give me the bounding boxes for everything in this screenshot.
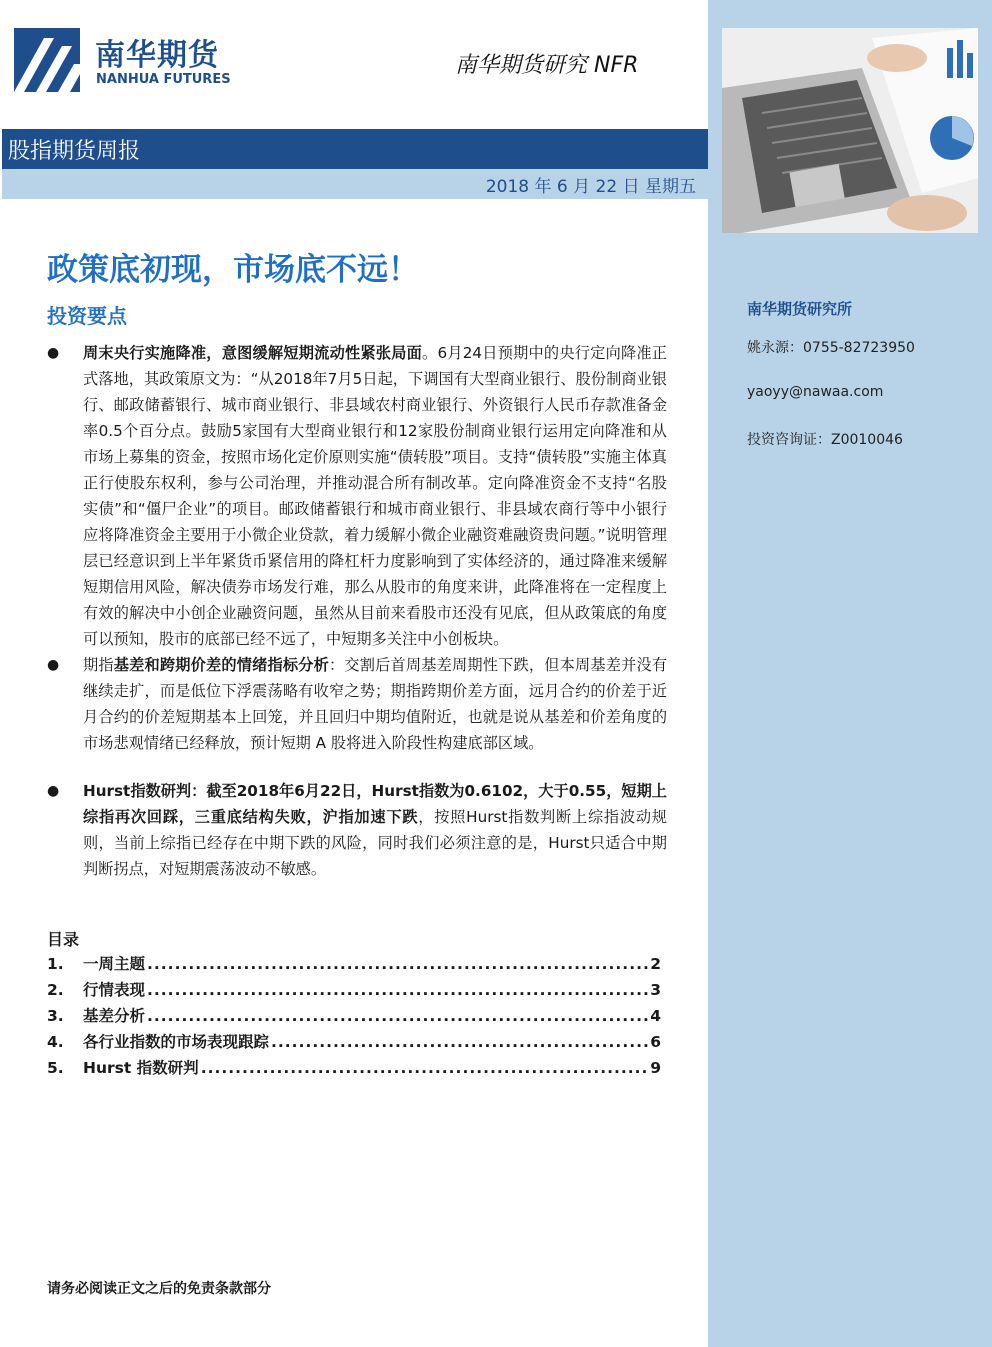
toc-item[interactable] <box>47 952 661 978</box>
toc-num: 3. <box>47 1007 64 1025</box>
analyst-email[interactable]: yaoyy@nawaa.com <box>747 384 884 400</box>
toc-num: 1. <box>47 955 64 973</box>
toc-page: 4 <box>650 1007 661 1025</box>
toc-page: 6 <box>650 1033 661 1051</box>
report-type-bar <box>2 129 708 169</box>
bullet-body: 。6月24日预期中的央行定向降准正式落地，其政策原文为：“从2018年7月5日起，下调国有大型商业银行、股份制商业银行、邮政储蓄银行、城市商业银行、非县域农村商业银行、外资银行人民币存款准备金率0.5个百分点。鼓励5家国有大型商业银行和12家股份制商业银行运用定向降准和从市场上募集的资金，按照市场化定价原则实施“债转股”项目。支持“债转股”实施主体真正行使股东权利，参与公司治理，并推动混合所有制改革。定向降准资金不支持“名股实债”和“僵尸企业”的项目。邮政储蓄银行和城市商业银行、非县域农商行等中小银行应将降准资金主要用于小微企业贷款，着力缓解小微企业融资难融资贵问题。”说明管理层已经意识到上半年紧货币紧信用的降杠杆力度影响到了实体经济的，通过降准来缓解短期信用风险，解决债券市场发行难，那么从股市的角度来讲，此降准将在一定程度上有效的解决中小创企业融资问题，虽然从目前来看股市还没有见底，但从政策底的角度可以预知，股市的底部已经不远了，中短期多关注中小创板块。 <box>83 344 667 648</box>
toc-label: Hurst 指数研判 <box>83 1059 199 1077</box>
report-date: 2018 年 6 月 22 日 星期五 <box>485 177 696 197</box>
toc-num: 2. <box>47 981 64 999</box>
report-type: 股指期货周报 <box>8 139 141 164</box>
bullet-body: ，按照Hurst指数判断上综指波动规则，当前上综指已经存在中期下跌的风险，同时我们必须注意的是，Hurst只适合中期判断拐点，对短期震荡波动不敏感。 <box>83 808 667 878</box>
toc-leader <box>147 1007 648 1025</box>
toc-label: 基差分析 <box>83 1007 146 1025</box>
toc-page: 3 <box>650 981 661 999</box>
toc-num: 5. <box>47 1059 64 1077</box>
laptop-chart-photo <box>722 28 978 233</box>
toc-leader <box>147 955 648 973</box>
toc-label: 一周主题 <box>83 955 146 973</box>
bullet-hurst <box>47 778 667 882</box>
table-of-contents <box>47 952 661 1082</box>
bullet-pre: 期指 <box>83 656 114 674</box>
bullet-lead: Hurst指数研判：截至2018年6月22日，Hurst指数为0.6102，大于0.55，短期上综指再次回踩，三重底结构失败，沪指加速下跌 <box>83 782 667 826</box>
date-bar <box>2 169 708 199</box>
toc-leader <box>271 1033 648 1051</box>
bullet-lead: 周末央行实施降准，意图缓解短期流动性紧张局面 <box>83 344 423 362</box>
brand-name-en: NANHUA FUTURES <box>96 72 231 87</box>
bullet-dot-icon: ● <box>47 657 60 673</box>
toc-page: 2 <box>650 955 661 973</box>
disclaimer-note: 请务必阅读正文之后的免责条款部分 <box>47 1281 271 1297</box>
bullet-dot-icon: ● <box>47 783 60 799</box>
bullet-lead: 基差和跨期价差的情绪指标分析 <box>113 656 329 674</box>
bullet-policy <box>47 340 667 652</box>
page-title: 政策底初现，市场底不远！ <box>47 252 419 288</box>
toc-label: 行情表现 <box>83 981 146 999</box>
bullet-basis <box>47 652 667 756</box>
key-points <box>47 340 667 882</box>
research-tag: 南华期货研究 NFR <box>455 53 639 78</box>
toc-leader <box>201 1059 649 1077</box>
toc-item[interactable] <box>47 1056 661 1082</box>
analyst-contact: 姚永源：0755-82723950 <box>747 340 915 356</box>
toc-item[interactable] <box>47 1004 661 1030</box>
toc-heading: 目录 <box>47 930 80 949</box>
toc-page: 9 <box>650 1059 661 1077</box>
section-heading: 投资要点 <box>47 304 127 328</box>
bullet-dot-icon: ● <box>47 345 60 361</box>
research-institute: 南华期货研究所 <box>747 300 853 318</box>
bullet-body: ：交割后首周基差周期性下跌，但本周基差并没有继续走扩，而是低位下浮震荡略有收窄之势；期指跨期价差方面，远月合约的价差于近月合约的价差短期基本上回笼，并且回归中期均值附近，也就是说从基差和价差角度的市场悲观情绪已经释放，预计短期 A 股将进入阶段性构建底部区域。 <box>83 656 668 752</box>
toc-item[interactable] <box>47 1030 661 1056</box>
toc-item[interactable] <box>47 978 661 1004</box>
nanhua-logo-icon <box>14 28 80 92</box>
license-number: 投资咨询证：Z0010046 <box>747 432 903 448</box>
nanhua-logo <box>14 28 244 92</box>
toc-num: 4. <box>47 1033 64 1051</box>
brand-name-cn: 南华期货 <box>95 38 219 73</box>
toc-leader <box>147 981 648 999</box>
toc-label: 各行业指数的市场表现跟踪 <box>83 1033 270 1051</box>
